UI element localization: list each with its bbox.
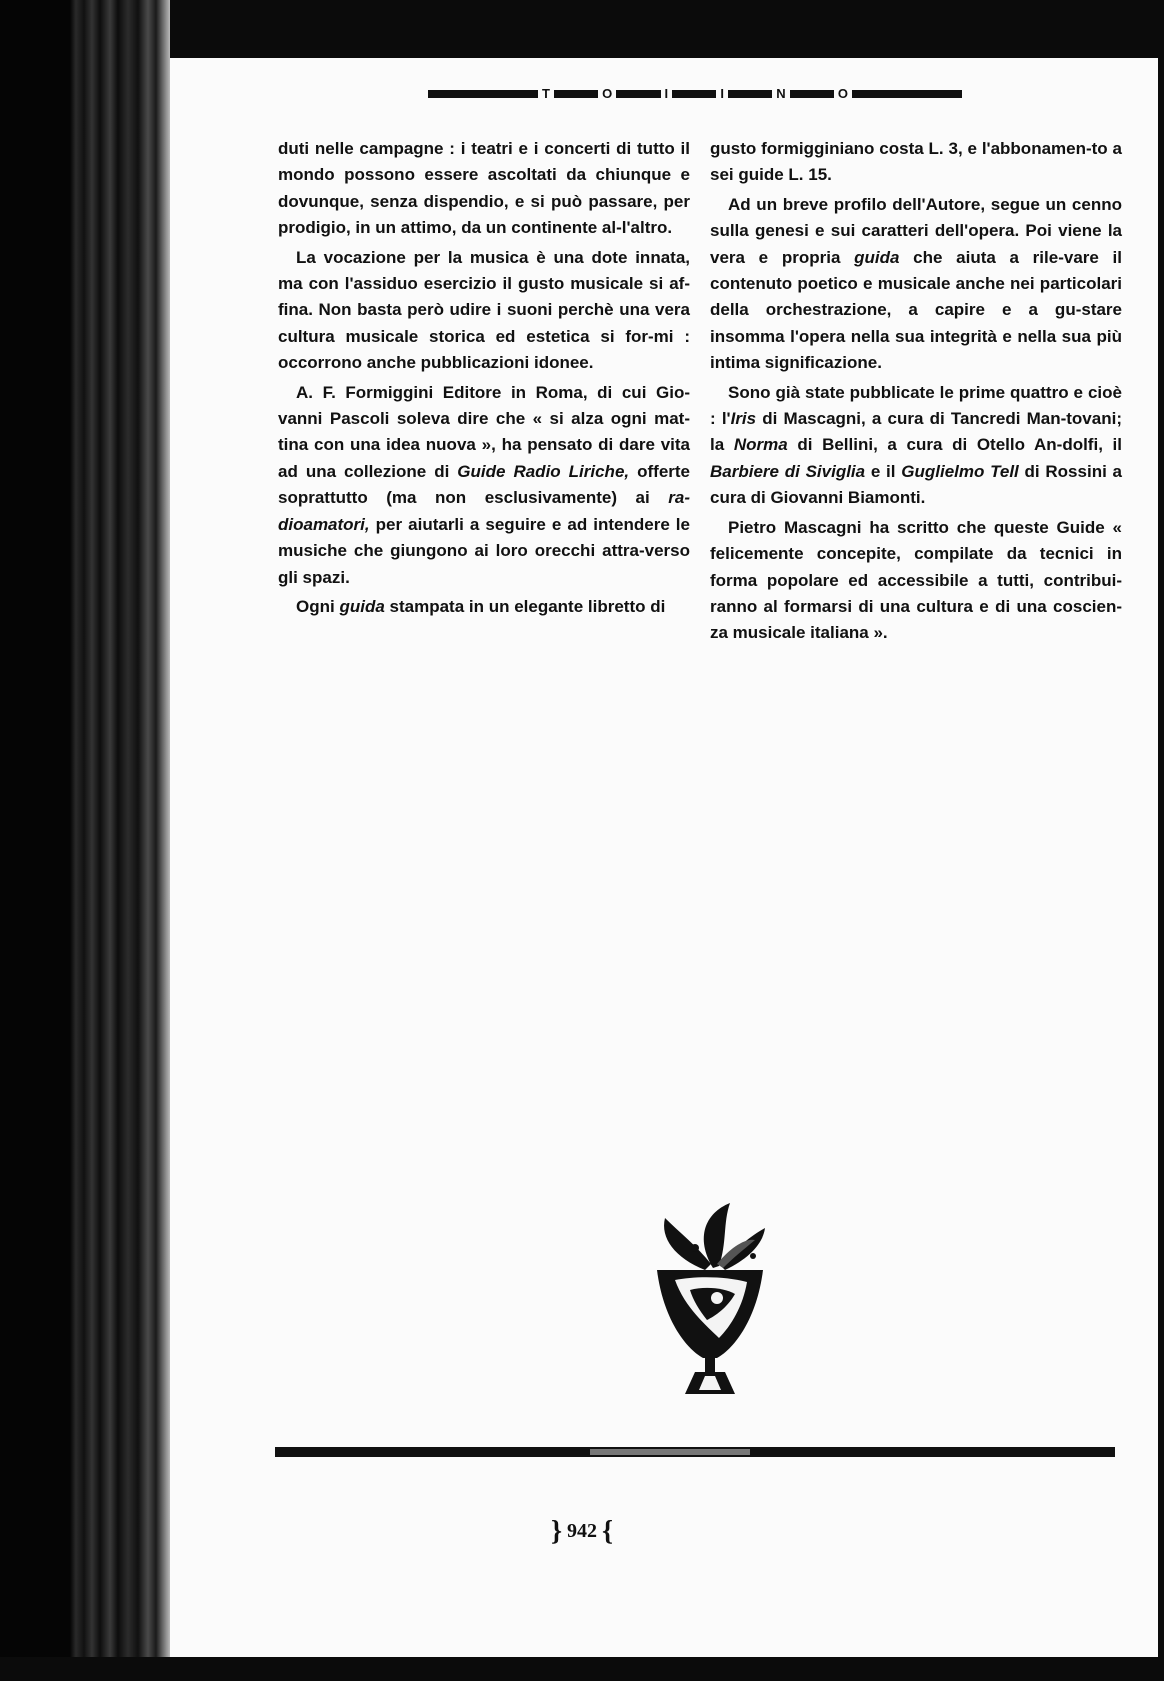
paragraph: duti nelle campagne : i teatri e i concerti di tutto il mondo possono essere ascoltati da chiunque e dovunque, senza dispendio, e si può passare, per prodigio, in un attimo, da un continente al-l'altro. — [278, 139, 690, 238]
running-header — [428, 86, 962, 102]
header-letter: I — [661, 86, 673, 102]
text-column-left — [278, 136, 690, 623]
text-run: che aiuta a rile-vare il contenuto poetico e musicale anche nei particolari della orchestrazione, a capire e a gu-stare insomma l'opera nella sua integrità e nella sua più intima significazione. — [710, 247, 1122, 373]
scan-border-left — [0, 0, 170, 1681]
text-run: Ogni — [296, 596, 340, 616]
paragraph — [710, 192, 1122, 377]
text-run: Ad un breve profilo dell'Autore, segue un cenno sulla genesi e sui caratteri dell'opera. Poi viene la vera e propria — [710, 194, 1122, 267]
text-run: di Bellini, a cura di Otello An-dolfi, il — [787, 435, 1122, 455]
italic-run: ra-dioamatori, — [278, 488, 690, 534]
italic-run: guida — [854, 247, 900, 267]
paragraph — [710, 380, 1122, 512]
header-letter: T — [538, 86, 554, 102]
footer-rule-ornament — [590, 1449, 750, 1455]
header-letter: O — [834, 86, 852, 102]
text-run: per aiutarli a seguire e ad intendere le musiche che giungono ai loro orecchi attra-verso gli spazi. — [278, 514, 690, 587]
header-letters — [428, 86, 962, 102]
text-run: di Mascagni, a cura di Tancredi Man-tovani; la — [710, 409, 1122, 455]
italic-run: Guide Radio Liriche, — [457, 461, 630, 481]
header-letter: N — [772, 86, 789, 102]
text-run: e il — [865, 461, 902, 481]
header-letter: I — [716, 86, 728, 102]
header-letter: O — [598, 86, 616, 102]
italic-run: Iris — [730, 409, 757, 429]
scan-border-bottom — [0, 1657, 1164, 1681]
brace-left: } — [550, 1516, 562, 1547]
paragraph — [278, 594, 690, 620]
paragraph: Pietro Mascagni ha scritto che queste Guide « felicemente concepite, compilate da tecnici in forma popolare ed accessibile a tutti, contribui-ranno al formarsi di una cultura e di una coscien-za musicale italiana ». — [710, 517, 1122, 643]
paragraph — [278, 380, 690, 591]
paragraph: gusto formigginiano costa L. 3, e l'abbonamen-to a sei guide L. 15. — [710, 139, 1122, 185]
scan-border-right — [1158, 0, 1164, 1681]
text-column-right — [710, 136, 1122, 650]
page-number-value: 942 — [567, 1520, 597, 1542]
text-run: A. F. Formiggini Editore in Roma, di cui Gio-vanni Pascoli soleva dire che « si alza ogni mat-tina con una idea nuova », ha pensato di dare vita ad una collezione di — [278, 382, 690, 481]
brace-right: { — [602, 1516, 614, 1547]
text-run: offerte soprattutto (ma non esclusivamente) ai — [278, 461, 690, 508]
italic-run: guida — [339, 596, 385, 616]
text-run: stampata in un elegante libretto di — [384, 596, 666, 616]
page-number — [0, 1516, 1164, 1548]
italic-run: Guglielmo Tell — [901, 461, 1019, 481]
vase-ornament-icon — [635, 1198, 785, 1398]
scan-border-top — [0, 0, 1164, 58]
text-run: Sono già state pubblicate le prime quattro e cioè : l' — [710, 382, 1122, 429]
text-run: di Rossini a cura di Giovanni Biamonti. — [710, 461, 1123, 508]
italic-run: Barbiere di Siviglia — [710, 461, 866, 481]
italic-run: Norma — [733, 435, 788, 455]
paragraph: La vocazione per la musica è una dote innata, ma con l'assiduo esercizio il gusto musicale si af-fina. Non basta però udire i suoni perchè una vera cultura musicale storica ed estetica si for-mi : occorrono anche pubblicazioni idonee. — [278, 247, 690, 373]
